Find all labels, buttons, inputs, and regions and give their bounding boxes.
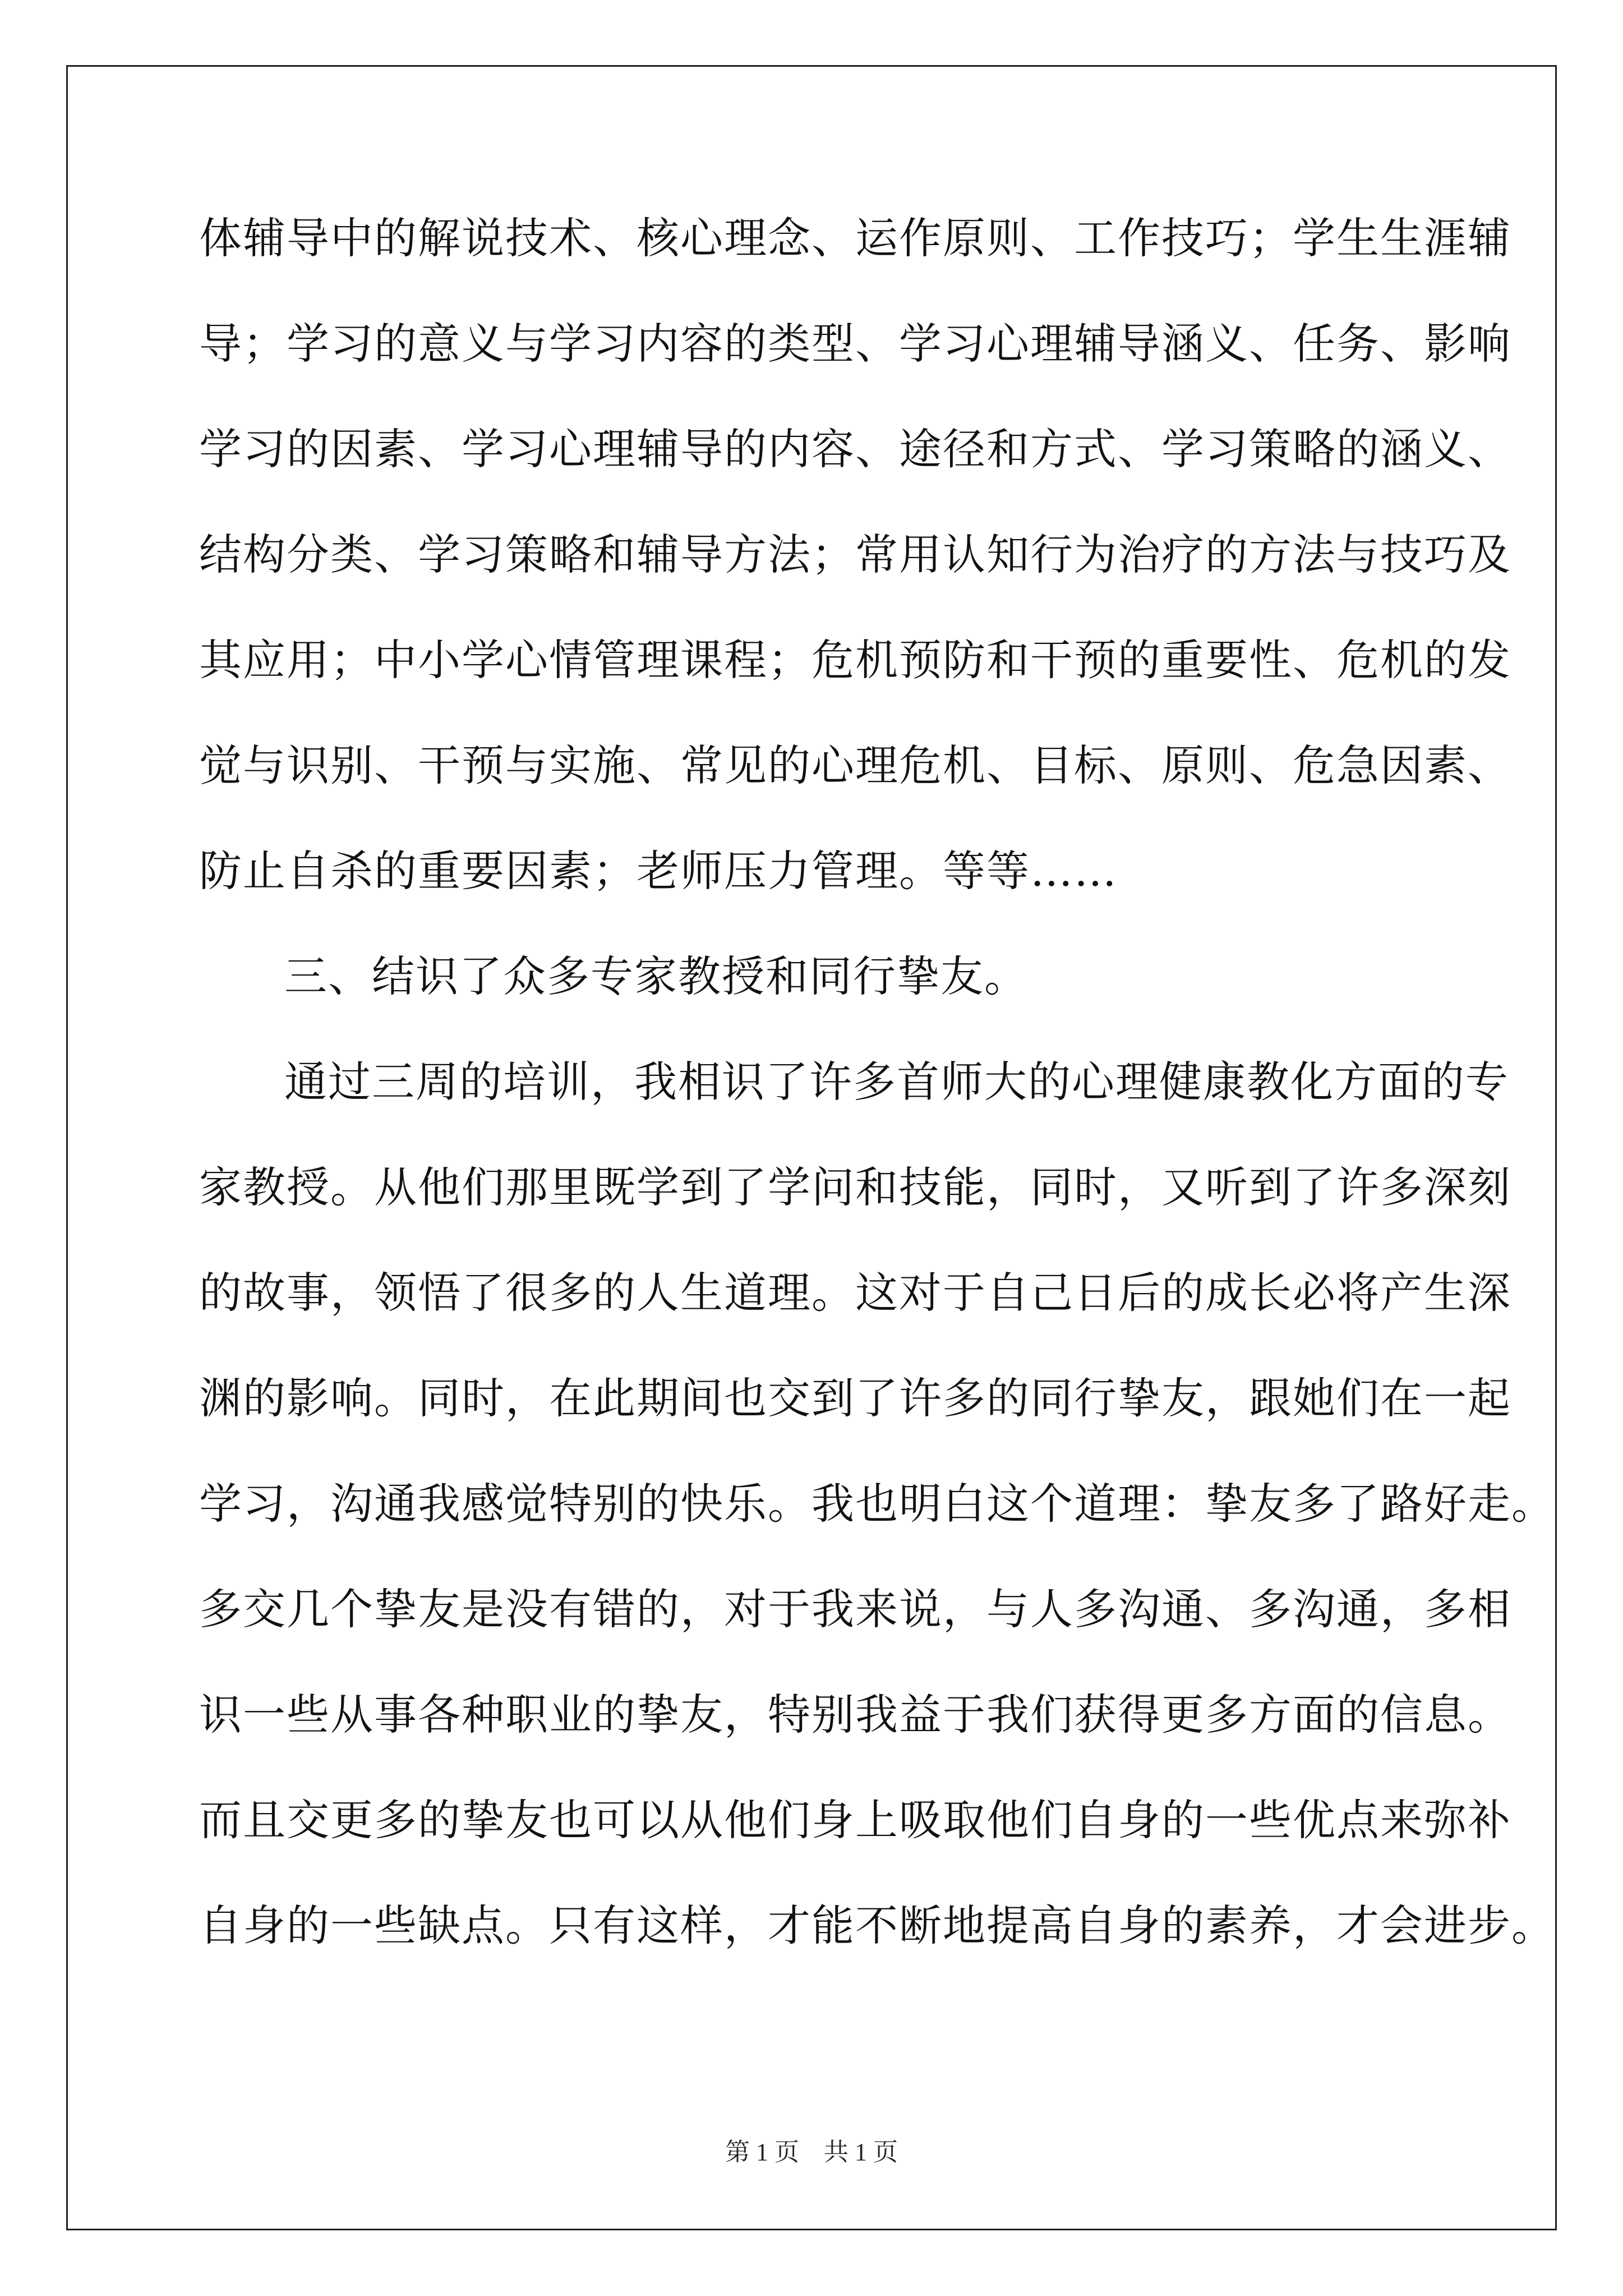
text-line: 多交几个挚友是没有错的，对于我来说，与人多沟通、多沟通，多相 — [199, 1584, 1511, 1634]
text-line: 渊的影响。同时，在此期间也交到了许多的同行挚友，跟她们在一起 — [199, 1373, 1511, 1423]
text-line: 识一些从事各种职业的挚友，特别我益于我们获得更多方面的信息。 — [199, 1690, 1511, 1740]
text-line: 导；学习的意义与学习内容的类型、学习心理辅导涵义、任务、影响 — [199, 319, 1511, 369]
text-line: 防止自杀的重要因素；老师压力管理。等等…… — [199, 846, 1118, 896]
text-line: 家教授。从他们那里既学到了学问和技能，同时，又听到了许多深刻 — [199, 1162, 1511, 1212]
text-line: 学习，沟通我感觉特别的快乐。我也明白这个道理：挚友多了路好走。 — [199, 1479, 1555, 1529]
text-line: 体辅导中的解说技术、核心理念、运作原则、工作技巧；学生生涯辅 — [199, 213, 1511, 263]
text-line: 自身的一些缺点。只有这样，才能不断地提高自身的素养，才会进步。 — [199, 1901, 1555, 1950]
page-number: 第 1 页 共 1 页 — [725, 2138, 898, 2166]
text-line: 学习的因素、学习心理辅导的内容、途径和方式、学习策略的涵义、 — [199, 424, 1511, 474]
section-heading: 三、结识了众多专家教授和同行挚友。 — [284, 951, 1028, 1001]
text-line: 觉与识别、干预与实施、常见的心理危机、目标、原则、危急因素、 — [199, 740, 1511, 790]
text-line: 的故事，领悟了很多的人生道理。这对于自己日后的成长必将产生深 — [199, 1268, 1511, 1318]
text-line: 其应用；中小学心情管理课程；危机预防和干预的重要性、危机的发 — [199, 635, 1511, 685]
text-line: 通过三周的培训，我相识了许多首师大的心理健康教化方面的专 — [284, 1057, 1509, 1107]
text-line: 结构分类、学习策略和辅导方法；常用认知行为治疗的方法与技巧及 — [199, 530, 1511, 579]
text-line: 而且交更多的挚友也可以从他们身上吸取他们自身的一些优点来弥补 — [199, 1795, 1511, 1845]
